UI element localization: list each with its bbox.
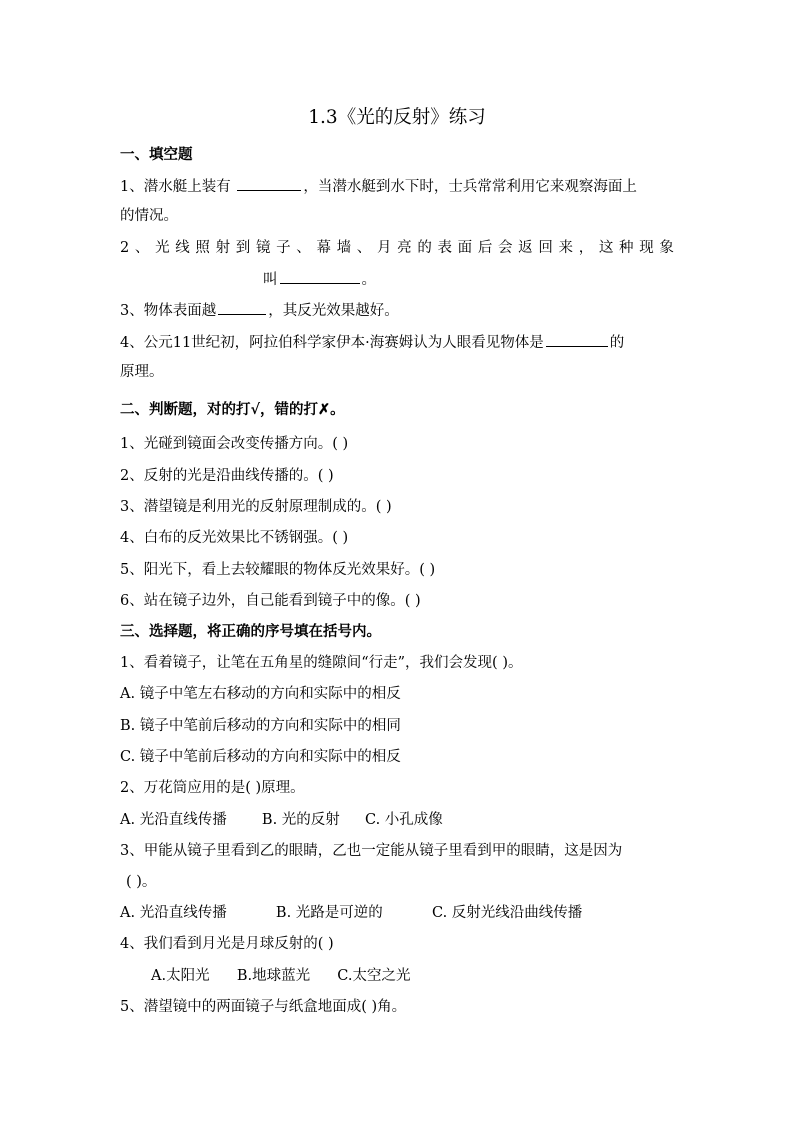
judge-question-2[interactable]: 2、反射的光是沿曲线传播的。( ) <box>120 468 334 484</box>
section-heading-multiple-choice: 三、选择题，将正确的序号填在括号内。 <box>120 623 381 640</box>
question-text: 的 <box>609 335 625 351</box>
question-text: 3、物体表面越 <box>120 303 217 319</box>
choice-2-options <box>120 810 443 830</box>
question-2-char: 墙 <box>336 240 352 256</box>
question-2-char: 、 <box>134 240 150 256</box>
choice-3-option-c: C. 反射光线沿曲线传播 <box>432 905 583 921</box>
choice-question-3[interactable]: 3、甲能从镜子里看到乙的眼睛，乙也一定能从镜子里看到甲的眼睛，这是因为 <box>120 843 623 859</box>
question-2-char: 射 <box>215 240 231 256</box>
question-2-char: 现 <box>639 240 654 256</box>
choice-1-option-a: A. 镜子中笔左右移动的方向和实际中的相反 <box>120 686 401 702</box>
question-2-char: 镜 <box>255 240 271 256</box>
question-2-char: 2 <box>120 240 130 256</box>
choice-3-options <box>120 903 582 923</box>
choice-1-option-b: B. 镜子中笔前后移动的方向和实际中的相同 <box>120 718 401 734</box>
choice-4-option-c: C.太空之光 <box>337 968 411 984</box>
question-2-char: 种 <box>619 240 634 256</box>
question-2-char: 、 <box>356 240 372 256</box>
question-2-char: 的 <box>417 240 432 256</box>
judge-question-4[interactable]: 4、白布的反光效果比不锈钢强。( ) <box>120 530 349 546</box>
question-2-char: ， <box>578 240 594 256</box>
question-2-char: 这 <box>598 240 614 256</box>
choice-2-option-b: B. 光的反射 <box>261 812 340 828</box>
choice-question-3-continued[interactable]: ( )。 <box>126 874 157 890</box>
question-text: 1、潜水艇上装有 <box>120 179 236 195</box>
question-2-char: 月 <box>376 240 392 256</box>
choice-question-1[interactable]: 1、看着镜子，让笔在五角星的缝隙间“行走”，我们会发现( )。 <box>120 655 523 671</box>
answer-blank[interactable] <box>218 300 266 315</box>
question-text: ，当潜水艇到水下时，士兵常常利用它来观察海面上 <box>303 179 637 195</box>
fill-question-1-continued: 的情况。 <box>120 208 178 224</box>
choice-2-option-a: A. 光沿直线传播 <box>120 812 227 828</box>
question-2-char: 线 <box>175 240 190 256</box>
question-2-char: 回 <box>538 240 553 256</box>
question-2-char: 象 <box>659 240 674 256</box>
choice-3-option-a: A. 光沿直线传播 <box>120 905 227 921</box>
question-text: 叫 <box>263 272 278 288</box>
judge-question-5[interactable]: 5、阳光下，看上去较耀眼的物体反光效果好。( ) <box>120 562 436 578</box>
question-2-char: 幕 <box>316 240 331 256</box>
question-2-char: 后 <box>477 240 493 256</box>
judge-question-3[interactable]: 3、潜望镜是利用光的反射原理制成的。( ) <box>120 499 392 515</box>
question-text: 。 <box>361 272 376 288</box>
question-2-char: 来 <box>558 240 574 256</box>
answer-blank[interactable] <box>237 176 301 191</box>
choice-2-option-c: C. 小孔成像 <box>365 812 443 828</box>
choice-4-options <box>151 966 410 986</box>
question-2-char: 返 <box>518 240 533 256</box>
fill-question-4 <box>120 332 624 353</box>
section-heading-true-false: 二、判断题，对的打√，错的打✗。 <box>120 401 345 418</box>
choice-question-5[interactable]: 5、潜望镜中的两面镜子与纸盒地面成( )角。 <box>120 999 407 1015</box>
fill-question-2-continued <box>263 269 376 290</box>
fill-question-2 <box>120 238 674 258</box>
question-text: 4、公元11世纪初，阿拉伯科学家伊本·海赛姆认为人眼看见物体是 <box>120 335 544 351</box>
question-2-char: 会 <box>498 240 513 256</box>
section-heading-fill-in: 一、填空题 <box>120 146 193 163</box>
choice-question-4[interactable]: 4、我们看到月光是月球反射的( ) <box>120 936 334 952</box>
answer-blank[interactable] <box>280 269 360 284</box>
question-2-char: 子 <box>276 240 291 256</box>
question-2-char: 光 <box>155 240 170 256</box>
fill-question-4-continued: 原理。 <box>120 364 164 380</box>
choice-4-option-b: B.地球蓝光 <box>236 968 311 984</box>
choice-4-option-a: A.太阳光 <box>151 968 210 984</box>
page-title: 1.3《光的反射》练习 <box>308 107 486 128</box>
choice-3-option-b: B. 光路是可逆的 <box>275 905 383 921</box>
choice-question-2[interactable]: 2、万花筒应用的是( )原理。 <box>120 780 305 796</box>
question-2-char: 亮 <box>397 240 412 256</box>
question-2-char: 表 <box>437 240 452 256</box>
fill-question-1 <box>120 176 637 197</box>
judge-question-6[interactable]: 6、站在镜子边外，自己能看到镜子中的像。( ) <box>120 593 421 609</box>
answer-blank[interactable] <box>546 332 608 347</box>
fill-question-3 <box>120 300 399 321</box>
question-2-char: 照 <box>195 240 210 256</box>
question-2-char: 面 <box>457 240 473 256</box>
question-text: ，其反光效果越好。 <box>268 303 399 319</box>
question-2-char: 、 <box>296 240 311 256</box>
question-2-char: 到 <box>235 240 251 256</box>
judge-question-1[interactable]: 1、光碰到镜面会改变传播方向。( ) <box>120 436 349 452</box>
choice-1-option-c: C. 镜子中笔前后移动的方向和实际中的相反 <box>120 749 401 765</box>
